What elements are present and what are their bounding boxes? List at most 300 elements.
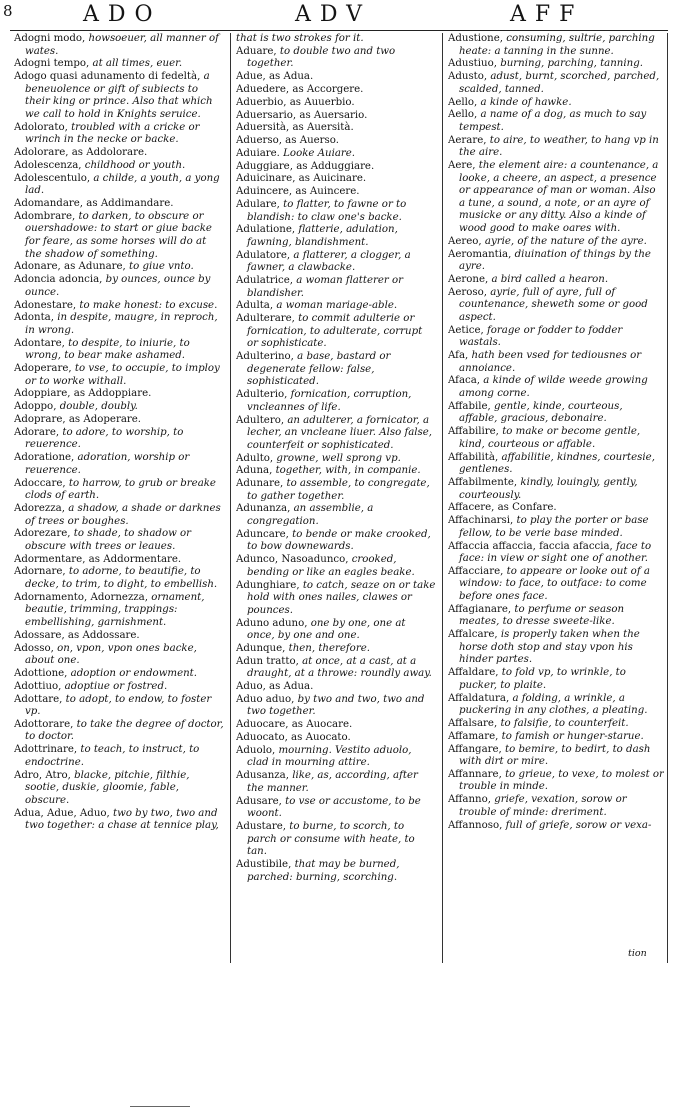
entry-headword: Adustare, (236, 820, 286, 832)
entry-headword: Adulterio, (236, 389, 288, 401)
header-rule (10, 30, 668, 31)
dictionary-entry (14, 388, 226, 401)
entry-gloss: that is two strokes for it. (236, 33, 364, 44)
entry-headword: Adunare, (236, 478, 284, 490)
entry-headword: Aduare, (236, 45, 277, 57)
entry-headword: Affamare, (448, 730, 499, 742)
dictionary-entry (14, 694, 226, 719)
dictionary-entry (14, 528, 226, 553)
dictionary-entry (448, 629, 664, 667)
entry-gloss: ayrie, full of ayre, full of countenance, sheweth some or good aspect. (459, 286, 648, 323)
entry-headword: Adulatore, (236, 249, 291, 261)
dictionary-entry (448, 249, 664, 274)
dictionary-entry (236, 199, 436, 224)
entry-headword: Aduocare, as Auocare. (236, 719, 353, 731)
entry-gloss: to perfume or season meates, to dresse sweete-like. (459, 603, 625, 628)
entry-gloss: adoration, worship or reuerence. (25, 452, 190, 476)
entry-headword: Affaldatura, (448, 692, 510, 704)
dictionary-entry (448, 718, 664, 731)
column-right (448, 33, 664, 963)
entry-gloss: an adulterer, a fornicator, a lecher, an vncleane liuer. Also false, counterfeit or sophisticated. (247, 414, 433, 451)
entry-headword: Aduggiare, as Adduggiare. (236, 160, 375, 172)
entry-gloss: to aire, to weather, to hang vp in the aire. (459, 134, 659, 159)
dictionary-entry (236, 33, 436, 46)
entry-gloss: together, with, in companie. (275, 465, 421, 477)
entry-headword: Aello, (448, 96, 478, 108)
dictionary-entry (14, 478, 226, 503)
entry-gloss: Looke Auiare. (283, 147, 356, 159)
dictionary-entry (236, 745, 436, 770)
entry-headword: Affaccia affaccia, faccia afaccia, (448, 540, 613, 552)
entry-headword: Adoccare, (14, 477, 66, 489)
entry-headword: Aduocato, as Auocato. (236, 732, 351, 744)
dictionary-entry (236, 719, 436, 732)
column-middle (236, 33, 436, 963)
dictionary-entry (14, 808, 226, 833)
entry-headword: Adun tratto, (236, 655, 299, 667)
running-head-right: AFF (510, 2, 584, 27)
entry-headword: Adoppiare, as Addoppiare. (14, 388, 152, 400)
entry-headword: Aduo, as Adua. (236, 681, 314, 693)
entry-headword: Adro, Atro, (14, 769, 71, 781)
entry-gloss: a woman mariage-able. (276, 300, 398, 312)
entry-headword: Adorezare, (14, 528, 71, 540)
dictionary-entry (448, 350, 664, 375)
entry-headword: Adulta, (236, 300, 274, 312)
entry-headword: Adua, Adue, Aduo, (14, 807, 110, 819)
entry-gloss: to giue vnto. (129, 261, 194, 273)
entry-headword: Aduno aduno, (236, 617, 308, 629)
dictionary-entry (236, 453, 436, 466)
dictionary-entry (14, 554, 226, 567)
entry-gloss: in despite, maugre, in reproch, in wrong. (25, 312, 218, 336)
dictionary-entry (236, 681, 436, 694)
entry-headword: Aduincere, as Auincere. (236, 186, 360, 198)
entry-headword: Affalcare, (448, 629, 498, 641)
entry-headword: Aetice, (448, 324, 484, 336)
dictionary-entry (236, 694, 436, 719)
dictionary-entry (448, 287, 664, 325)
entry-gloss: double, doubly. (59, 401, 138, 413)
entry-headword: Adusto, (448, 71, 488, 83)
dictionary-entry (236, 300, 436, 313)
dictionary-entry (448, 820, 664, 833)
entry-headword: Adultero, (236, 414, 285, 426)
dictionary-entry (236, 110, 436, 123)
entry-gloss: by two and two, two and two together. (247, 693, 425, 718)
entry-headword: Affabilità, (448, 451, 499, 463)
column-rule (667, 33, 668, 963)
entry-headword: Adomandare, as Addimandare. (14, 198, 174, 210)
entry-gloss: a flatterer, a clogger, a fawner, a clawbacke. (247, 249, 411, 274)
dictionary-entry (448, 274, 664, 287)
dictionary-entry (448, 325, 664, 350)
dictionary-entry (236, 148, 436, 161)
entry-gloss: two by two, two and two together: a chase at tennice play, (25, 807, 219, 832)
column-rule (442, 33, 443, 963)
dictionary-entry (236, 97, 436, 110)
dictionary-entry (448, 794, 664, 819)
entry-gloss: to harrow, to grub or breake clods of earth. (25, 477, 216, 502)
entry-gloss: mourning. Vestito aduolo, clad in mourning attire. (247, 744, 412, 769)
entry-gloss: growne, well sprong vp. (276, 452, 401, 464)
dictionary-entry (14, 160, 226, 173)
dictionary-entry (236, 732, 436, 745)
entry-gloss: one by one, one at once, by one and one. (247, 617, 406, 642)
entry-headword: Afaca, (448, 375, 481, 387)
dictionary-entry (14, 566, 226, 591)
entry-headword: Affaldare, (448, 667, 499, 679)
entry-headword: Affagianare, (448, 603, 512, 615)
entry-gloss: a name of a dog, as much to say tempest. (459, 109, 647, 133)
dictionary-entry (14, 719, 226, 744)
dictionary-entry (236, 389, 436, 414)
entry-headword: Adusanza, (236, 770, 289, 782)
entry-gloss: to adopt, to endow, to foster vp. (25, 693, 212, 718)
dictionary-entry (236, 84, 436, 97)
entry-headword: Adusare, (236, 795, 282, 807)
dictionary-entry (236, 643, 436, 656)
catchword: tion (628, 948, 647, 959)
running-head-left: ADO (83, 2, 162, 27)
dictionary-entry (448, 477, 664, 502)
entry-headword: Aeromantia, (448, 248, 512, 260)
entry-gloss: forage or fodder to fodder wastals. (459, 324, 623, 349)
entry-headword: Adombrare, (14, 210, 76, 222)
entry-headword: Adorezza, (14, 502, 65, 514)
entry-gloss: to burne, to scorch, to parch or consume with heate, to tan. (247, 820, 415, 858)
entry-gloss: to appeare or looke out of a window: to face, to outface: to come before ones face. (459, 565, 650, 603)
entry-gloss: a beneuolence or gift of subiects to their king or prince. Also that which we call to hold in Knights seruice. (25, 71, 213, 120)
entry-gloss: to darken, to obscure or ouershadowe: to start or giue backe for feare, as some horses will do at the shadow of something. (25, 210, 212, 260)
dictionary-entry (448, 693, 664, 718)
entry-gloss: is properly taken when the horse doth stop and stay vpon his hinder partes. (459, 629, 640, 666)
entry-gloss: to adorne, to beautifie, to decke, to trim, to dight, to embellish. (25, 566, 218, 591)
dictionary-entry (236, 415, 436, 453)
entry-gloss: consuming, sultrie, parching heate: a tanning in the sunne. (459, 33, 655, 57)
entry-headword: Affalsare, (448, 717, 498, 729)
dictionary-entry (448, 604, 664, 629)
entry-headword: Adonare, as Adunare, (14, 261, 126, 273)
entry-headword: Aduncare, (236, 528, 289, 540)
entry-headword: Adunghiare, (236, 579, 300, 591)
entry-gloss: the element aire: a countenance, a looke, a cheere, an aspect, a presence or appearance of man or woman. Also a tune, a sound, a note, or an ayre of musicke or any ditty. Also a kinde of wood good to make oares with. (459, 160, 659, 235)
entry-headword: Aello, (448, 109, 478, 121)
dictionary-entry (448, 135, 664, 160)
dictionary-entry (236, 554, 436, 579)
entry-gloss: to famish or hunger-starue. (501, 730, 644, 742)
entry-headword: Adonta, (14, 312, 54, 324)
dictionary-entry (448, 452, 664, 477)
entry-headword: Aduolo, (236, 744, 276, 756)
entry-gloss: face to face: in view or sight one of another. (459, 540, 652, 565)
entry-gloss: to grieue, to vexe, to molest or trouble in minde. (459, 768, 664, 793)
dictionary-entry (14, 643, 226, 668)
entry-headword: Adulterino, (236, 351, 294, 363)
entry-gloss: a woman flatterer or blandisher. (247, 275, 404, 299)
entry-gloss: at all times, euer. (92, 58, 183, 70)
dictionary-entry (236, 656, 436, 681)
entry-headword: Aduicinare, as Auicinare. (236, 173, 367, 185)
entry-headword: Adolescentulo, (14, 172, 91, 184)
entry-gloss: blacke, pitchie, filthie, sootie, duskie, gloomie, fable, obscure. (25, 769, 190, 806)
dictionary-entry (14, 744, 226, 769)
entry-gloss: then, therefore. (288, 642, 370, 654)
entry-headword: Adustiuo, (448, 58, 497, 70)
dictionary-entry (448, 731, 664, 744)
dictionary-entry (448, 744, 664, 769)
dictionary-entry (14, 414, 226, 427)
entry-headword: Adunco, Nasoadunco, (236, 554, 349, 566)
dictionary-entry (14, 503, 226, 528)
entry-gloss: ornament, beautie, trimming, trappings: embellishing, garnishment. (25, 591, 205, 628)
dictionary-entry (448, 375, 664, 400)
entry-gloss: to assemble, to congregate, to gather together. (247, 478, 430, 502)
dictionary-entry (236, 173, 436, 186)
dictionary-entry (14, 770, 226, 808)
entry-headword: Affacciare, (448, 565, 504, 577)
entry-gloss: to despite, to iniurie, to wrong, to bear make ashamed. (25, 337, 190, 362)
entry-gloss: to vse, to occupie, to imploy or to worke withall. (25, 363, 220, 387)
entry-gloss: to bemire, to bedirt, to dash with dirt or mire. (459, 743, 651, 768)
dictionary-entry (236, 478, 436, 503)
entry-headword: Adue, as Adua. (236, 71, 314, 83)
entry-headword: Adoperare, (14, 363, 72, 375)
entry-gloss: to fold vp, to wrinkle, to pucker, to plaite. (459, 667, 626, 691)
dictionary-entry (236, 122, 436, 135)
entry-gloss: to take the degree of doctor, to doctor. (25, 718, 224, 743)
dictionary-entry (236, 770, 436, 795)
entry-gloss: troubled with a cricke or wrinch in the necke or backe. (25, 121, 200, 146)
entry-gloss: burning, parching, tanning. (500, 58, 643, 70)
dictionary-entry (14, 312, 226, 337)
dictionary-entry (236, 580, 436, 618)
entry-gloss: crooked, bending or like an eagles beake. (247, 554, 415, 578)
entry-headword: Adustione, (448, 33, 503, 44)
dictionary-entry (14, 592, 226, 630)
entry-gloss: to vse or accustome, to be woont. (247, 795, 421, 820)
entry-headword: Affanno, (448, 794, 491, 806)
dictionary-entry (14, 401, 226, 414)
entry-headword: Adoncia adoncia, (14, 274, 103, 286)
entry-headword: Adulatrice, (236, 275, 293, 287)
dictionary-entry (14, 33, 226, 58)
entry-headword: Adornamento, Adornezza, (14, 591, 148, 603)
dictionary-entry (236, 503, 436, 528)
entry-headword: Affachinarsi, (448, 515, 514, 527)
entry-gloss: to commit adulterie or fornication, to adulterate, corrupt or sophisticate. (247, 313, 423, 350)
dictionary-entry (236, 224, 436, 249)
entry-headword: Aduo aduo, (236, 693, 295, 705)
dictionary-entry (448, 58, 664, 71)
dictionary-entry (14, 211, 226, 261)
dictionary-entry (448, 33, 664, 58)
entry-gloss: to catch, seaze on or take hold with ones nailes, clawes or pounces. (247, 579, 436, 616)
dictionary-entry (14, 300, 226, 313)
entry-gloss: to adore, to worship, to reuerence. (25, 426, 184, 451)
dictionary-entry (236, 529, 436, 554)
entry-headword: Adustibile, (236, 858, 292, 870)
entry-gloss: griefe, vexation, sorow or trouble of minde: dreriment. (459, 794, 627, 818)
entry-gloss: like, as, according, after the manner. (247, 770, 418, 794)
dictionary-entry (448, 97, 664, 110)
dictionary-entry (14, 147, 226, 160)
entry-headword: Adoprare, as Adoperare. (14, 414, 142, 425)
entry-headword: Adormentare, as Addormentare. (14, 553, 182, 565)
dictionary-entry (236, 275, 436, 300)
dictionary-entry (448, 160, 664, 236)
dictionary-entry (236, 313, 436, 351)
entry-headword: Adulare, (236, 198, 280, 210)
entry-headword: Adottare, (14, 693, 63, 705)
entry-gloss: kindly, louingly, gently, courteously. (459, 476, 638, 501)
entry-headword: Affannare, (448, 768, 502, 780)
entry-gloss: a folding, a wrinkle, a puckering in any clothes, a pleating. (459, 692, 648, 717)
entry-gloss: to falsifie, to counterfeit. (500, 717, 629, 729)
entry-gloss: to flatter, to fawne or to blandish: to claw one's backe. (247, 198, 407, 223)
entry-headword: Aere, (448, 160, 476, 172)
entry-gloss: childhood or youth. (84, 159, 186, 171)
entry-headword: Aduersità, as Auersità. (236, 122, 354, 134)
dictionary-entry (14, 363, 226, 388)
entry-gloss: on, vpon, vpon ones backe, about one. (25, 642, 197, 667)
dictionary-entry (448, 401, 664, 426)
bottom-rule (130, 1106, 190, 1107)
entry-gloss: adoption or endowment. (70, 667, 197, 679)
entry-headword: Aerare, (448, 134, 487, 146)
entry-headword: Adunanza, (236, 503, 291, 515)
column-left (14, 33, 226, 963)
entry-gloss: to shade, to shadow or obscure with trees or leaues. (25, 528, 192, 552)
entry-headword: Afa, (448, 350, 469, 362)
dictionary-entry (14, 71, 226, 121)
entry-headword: Affangare, (448, 743, 502, 755)
running-head-center: ADV (295, 2, 372, 27)
entry-gloss: at once, at a cast, at a draught, at a throwe: roundly away. (247, 655, 432, 680)
entry-gloss: ayrie, of the nature of the ayre. (484, 235, 647, 247)
entry-headword: Adunque, (236, 642, 286, 654)
dictionary-entry (236, 859, 436, 884)
entry-gloss: to make honest: to excuse. (79, 299, 218, 311)
entry-headword: Aduerso, as Auerso. (236, 135, 339, 147)
entry-headword: Adulterare, (236, 313, 295, 325)
entry-headword: Adottiuo, (14, 680, 62, 692)
dictionary-entry (236, 796, 436, 821)
entry-headword: Aerosο, (448, 286, 487, 298)
dictionary-entry (448, 426, 664, 451)
entry-headword: Adottione, (14, 667, 68, 679)
entry-headword: Adogo quasi adunamento di fedeltà, (14, 71, 201, 83)
entry-headword: Affannoso, (448, 819, 503, 831)
dictionary-entry (236, 618, 436, 643)
dictionary-entry (236, 46, 436, 71)
entry-gloss: fornication, corruption, vncleannes of life. (247, 389, 412, 413)
dictionary-entry (448, 667, 664, 692)
entry-headword: Adulto, (236, 452, 274, 464)
column-rule (230, 33, 231, 963)
entry-gloss: howsoeuer, all manner of wates. (25, 33, 219, 57)
dictionary-entry (448, 236, 664, 249)
entry-gloss: hath been vsed for tediousnes or annoiance. (459, 350, 642, 374)
dictionary-entry (448, 502, 664, 515)
entry-gloss: an assemblie, a congregation. (247, 503, 374, 528)
entry-headword: Adontare, (14, 337, 65, 349)
entry-headword: Aereo, (448, 235, 482, 247)
entry-headword: Affabilmente, (448, 476, 518, 488)
entry-gloss: diuination of things by the ayre. (459, 248, 651, 273)
entry-headword: Affacere, as Confare. (448, 502, 557, 514)
dictionary-entry (14, 198, 226, 211)
entry-headword: Aduerbio, as Auuerbio. (236, 96, 355, 108)
entry-headword: Adossare, as Addossare. (14, 629, 140, 641)
dictionary-entry (448, 515, 664, 540)
dictionary-entry (14, 338, 226, 363)
entry-gloss: affabilitie, kindnes, courtesie, gentlenes. (459, 451, 655, 476)
entry-gloss: that may be burned, parched: burning, scorching. (247, 858, 400, 883)
entry-gloss: adust, burnt, scorched, parched, scalded, tanned. (459, 71, 660, 95)
entry-headword: Adottorare, (14, 718, 74, 730)
dictionary-entry (236, 821, 436, 859)
dictionary-entry (448, 541, 664, 566)
entry-headword: Adolescenza, (14, 159, 82, 171)
dictionary-entry (14, 630, 226, 643)
dictionary-entry (14, 681, 226, 694)
dictionary-entry (236, 135, 436, 148)
dictionary-entry (14, 427, 226, 452)
entry-headword: Adulatione, (236, 224, 296, 236)
entry-headword: Adolorare, as Addolorare. (14, 147, 148, 159)
dictionary-entry (14, 122, 226, 147)
entry-gloss: to double two and two together. (247, 45, 396, 70)
entry-headword: Adorare, (14, 426, 60, 438)
entry-headword: Aduersario, as Auersario. (236, 109, 368, 121)
dictionary-entry (14, 173, 226, 198)
dictionary-entry (448, 71, 664, 96)
dictionary-entry (14, 58, 226, 71)
entry-headword: Adottrinare, (14, 744, 78, 756)
entry-gloss: a bird called a hearon. (491, 273, 609, 285)
entry-headword: Adoratione, (14, 452, 75, 464)
dictionary-entry (448, 566, 664, 604)
entry-gloss: by ounces, ounce by ounce. (25, 274, 211, 298)
entry-gloss: to play the porter or base fellow, to be verie base minded. (459, 515, 649, 539)
dictionary-entry (14, 261, 226, 274)
entry-gloss: a base, bastard or degenerate fellow: false, sophisticated. (247, 351, 391, 388)
entry-headword: Aduedere, as Accorgere. (236, 83, 364, 95)
entry-headword: Adonestare, (14, 299, 77, 311)
dictionary-entry (14, 668, 226, 681)
dictionary-entry (448, 109, 664, 134)
dictionary-entry (236, 161, 436, 174)
entry-gloss: adoptiue or fostred. (64, 680, 168, 692)
entry-headword: Adogni modo, (14, 33, 86, 44)
entry-headword: Adosso, (14, 642, 54, 654)
entry-headword: Aduiare. (236, 147, 280, 159)
entry-headword: Adolorato, (14, 121, 68, 133)
dictionary-entry (236, 71, 436, 84)
entry-gloss: gentle, kinde, courteous, affable, gracious, debonaire. (459, 400, 623, 425)
entry-gloss: to make or become gentle, kind, courteous or affable. (459, 426, 641, 450)
dictionary-entry (14, 274, 226, 299)
dictionary-entry (236, 351, 436, 389)
entry-gloss: a kinde of hawke. (480, 96, 572, 108)
entry-headword: Affabile, (448, 400, 491, 412)
page-number: 8 (3, 2, 13, 20)
entry-headword: Aduna, (236, 465, 273, 477)
dictionary-entry (448, 769, 664, 794)
entry-headword: Aerone, (448, 273, 489, 285)
entry-headword: Adoppo, (14, 401, 57, 413)
